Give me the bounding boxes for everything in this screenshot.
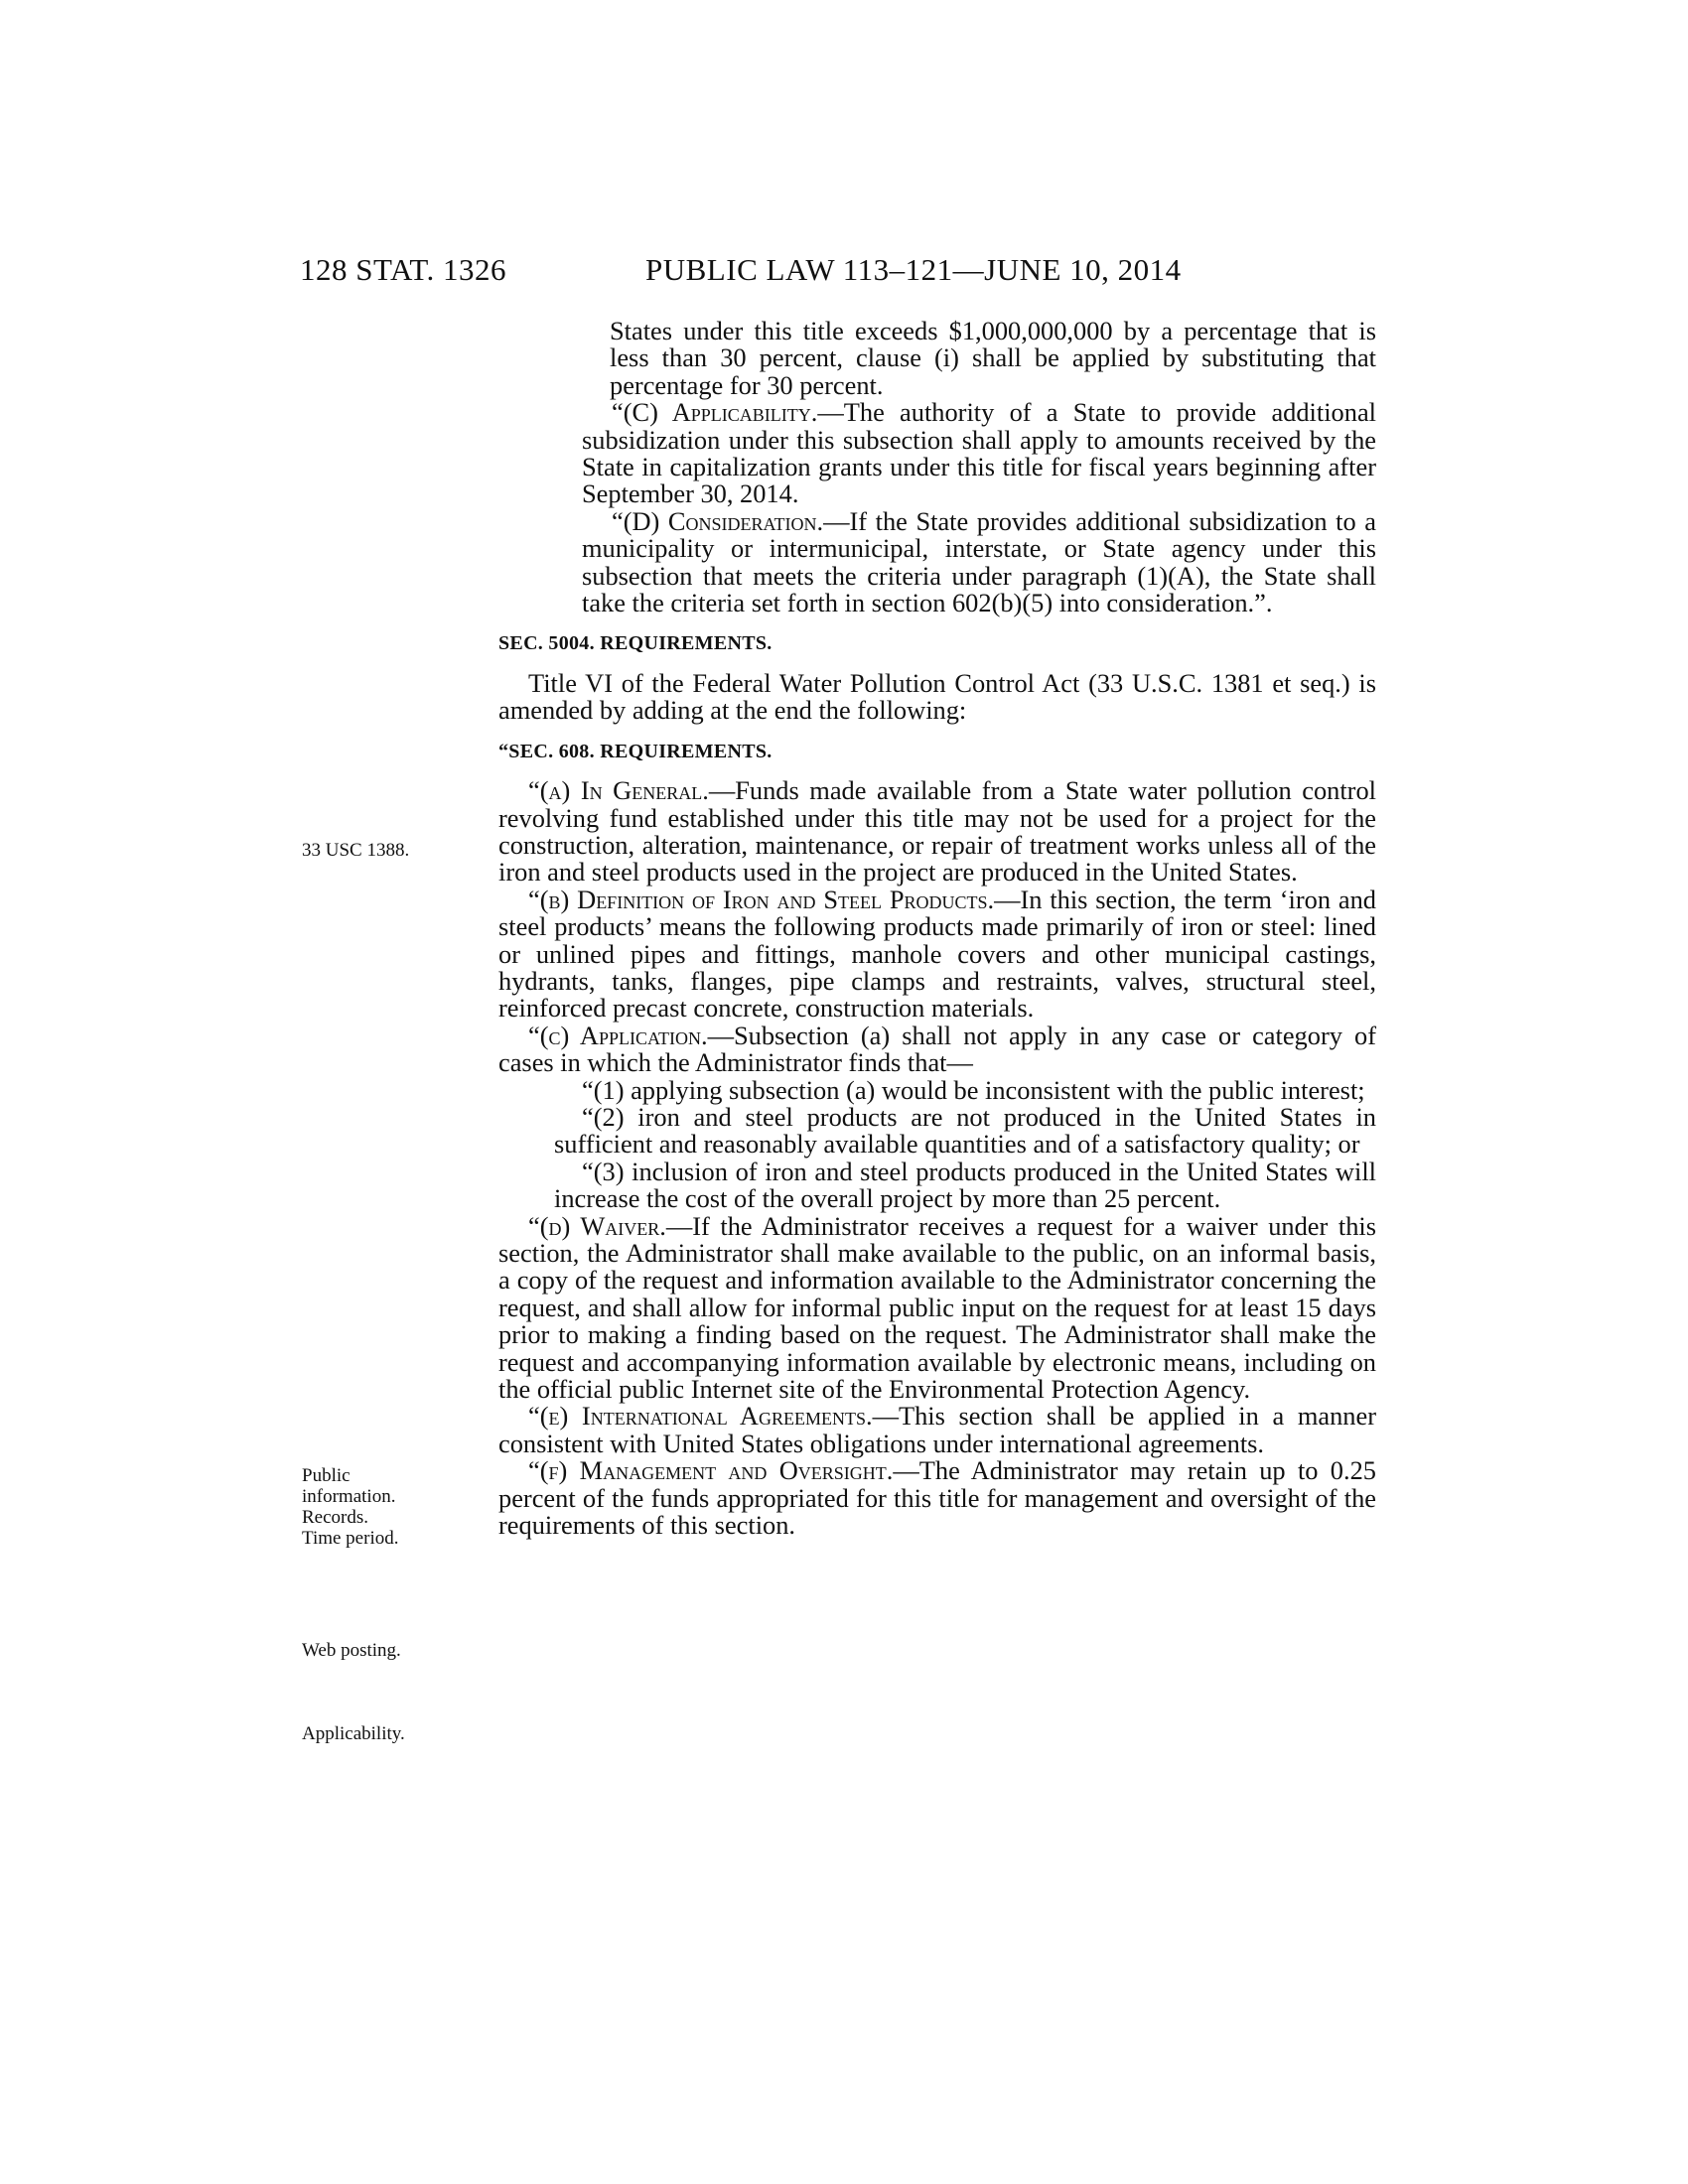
paragraph-c-1: “(1) applying subsection (a) would be inconsistent with the public interest;	[582, 1074, 1365, 1105]
margin-note-line: Public	[302, 1465, 351, 1486]
margin-note-usc: 33 USC 1388.	[302, 840, 410, 861]
continued-paragraph: States under this title exceeds $1,000,000,000 by a percentage that is less than 30 percent, clause (i) shall be applied by substituting that percentage for 30 percent.	[610, 316, 1376, 400]
margin-note-web-posting: Web posting.	[302, 1640, 401, 1661]
paragraph-d-consideration	[498, 505, 1376, 618]
stat-reference: 128 STAT. 1326	[300, 252, 507, 287]
subsection-text: —If the Administrator receives a request for a waiver under this section, the Administrator shall make available to the public, on an informal basis, a copy of the request and information available to the Administrator concerning the request, and shall allow for informal public input on the request for at least 15 days prior to making a finding based on the request. The Administrator shall make the request and accompanying information available by electronic means, including on the official public Internet site of the Environmental Protection Agency.	[498, 1210, 1376, 1405]
section-heading-5004: SEC. 5004. REQUIREMENTS.	[498, 632, 773, 655]
subsection-d	[498, 1210, 1376, 1405]
paragraph-text: —The authority of a State to provide additional subsidization under this subsection shall apply to amounts received by the State in capitalization grants under this title for fiscal years beginning after September 30, 2014.	[582, 397, 1376, 509]
section-heading-608: “SEC. 608. REQUIREMENTS.	[498, 740, 773, 762]
paragraph-heading: “(C) Applicability.	[612, 397, 818, 428]
section-5004-text: Title VI of the Federal Water Pollution Control Act (33 U.S.C. 1381 et seq.) is amended by adding at the end the following:	[498, 667, 1376, 726]
subsection-e	[498, 1403, 1376, 1457]
subsection-heading: “(d) Waiver.	[528, 1210, 666, 1241]
paragraph-heading: “(D) Consideration.	[612, 505, 824, 536]
page-header	[0, 0, 1688, 298]
subsection-c-items	[498, 1074, 1376, 1214]
subsection-text: —Funds made available from a State water pollution control revolving fund established under this title may not be used for a project for the construction, alteration, maintenance, or repair of treatment works unless all of the iron and steel products used in the project are produced in the United States.	[498, 775, 1376, 887]
subsection-text: —In this section, the term ‘iron and steel products’ means the following products made primarily of iron or steel: lined or unlined pipes and fittings, manhole covers and other municipal castings, hydrants, tanks, flanges, pipe clamps and restraints, valves, structural steel, reinforced precast concrete, construction materials.	[498, 884, 1376, 1024]
subsection-c	[498, 1020, 1376, 1078]
paragraph-text: —If the State provides additional subsidization to a municipality or intermunicipal, interstate, or State agency under this subsection that meets the criteria under paragraph (1)(A), the State shall take the criteria set forth in section 602(b)(5) into consideration.”.	[582, 505, 1376, 618]
margin-note-line: Records.	[302, 1507, 369, 1528]
paragraph-c-applicability	[498, 399, 1376, 508]
paragraph-c-3: “(3) inclusion of iron and steel products produced in the United States will increase the cost of the overall project by more than 25 percent.	[554, 1156, 1376, 1214]
subsection-text: —Subsection (a) shall not apply in any case or category of cases in which the Administrator finds that—	[498, 1020, 1376, 1078]
running-head: PUBLIC LAW 113–121—JUNE 10, 2014	[645, 252, 1182, 287]
subsection-b	[498, 884, 1376, 1024]
margin-note-applicability: Applicability.	[302, 1723, 405, 1744]
subsection-text: —This section shall be applied in a manner consistent with United States obligations under international agreements.	[498, 1401, 1376, 1458]
margin-note-public-information	[302, 1465, 451, 1549]
subsection-a	[498, 777, 1376, 887]
subsection-text: —The Administrator may retain up to 0.25 percent of the funds appropriated for this title for management and oversight of the requirements of this section.	[498, 1455, 1376, 1541]
subsection-f	[498, 1457, 1376, 1539]
subsection-heading: “(e) International Agreements.	[528, 1401, 873, 1432]
subsection-heading: “(a) In General.	[528, 775, 709, 806]
paragraph-c-2: “(2) iron and steel products are not produced in the United States in sufficient and reasonably available quantities and of a satisfactory quality; or	[554, 1101, 1376, 1160]
subsection-heading: “(b) Definition of Iron and Steel Products.	[528, 884, 995, 914]
margin-note-line: Time period.	[302, 1528, 399, 1549]
margin-note-line: information.	[302, 1486, 396, 1507]
subsection-heading: “(c) Application.	[528, 1020, 708, 1050]
subsection-heading: “(f) Management and Oversight.	[528, 1455, 894, 1486]
document-body	[498, 318, 1376, 1539]
